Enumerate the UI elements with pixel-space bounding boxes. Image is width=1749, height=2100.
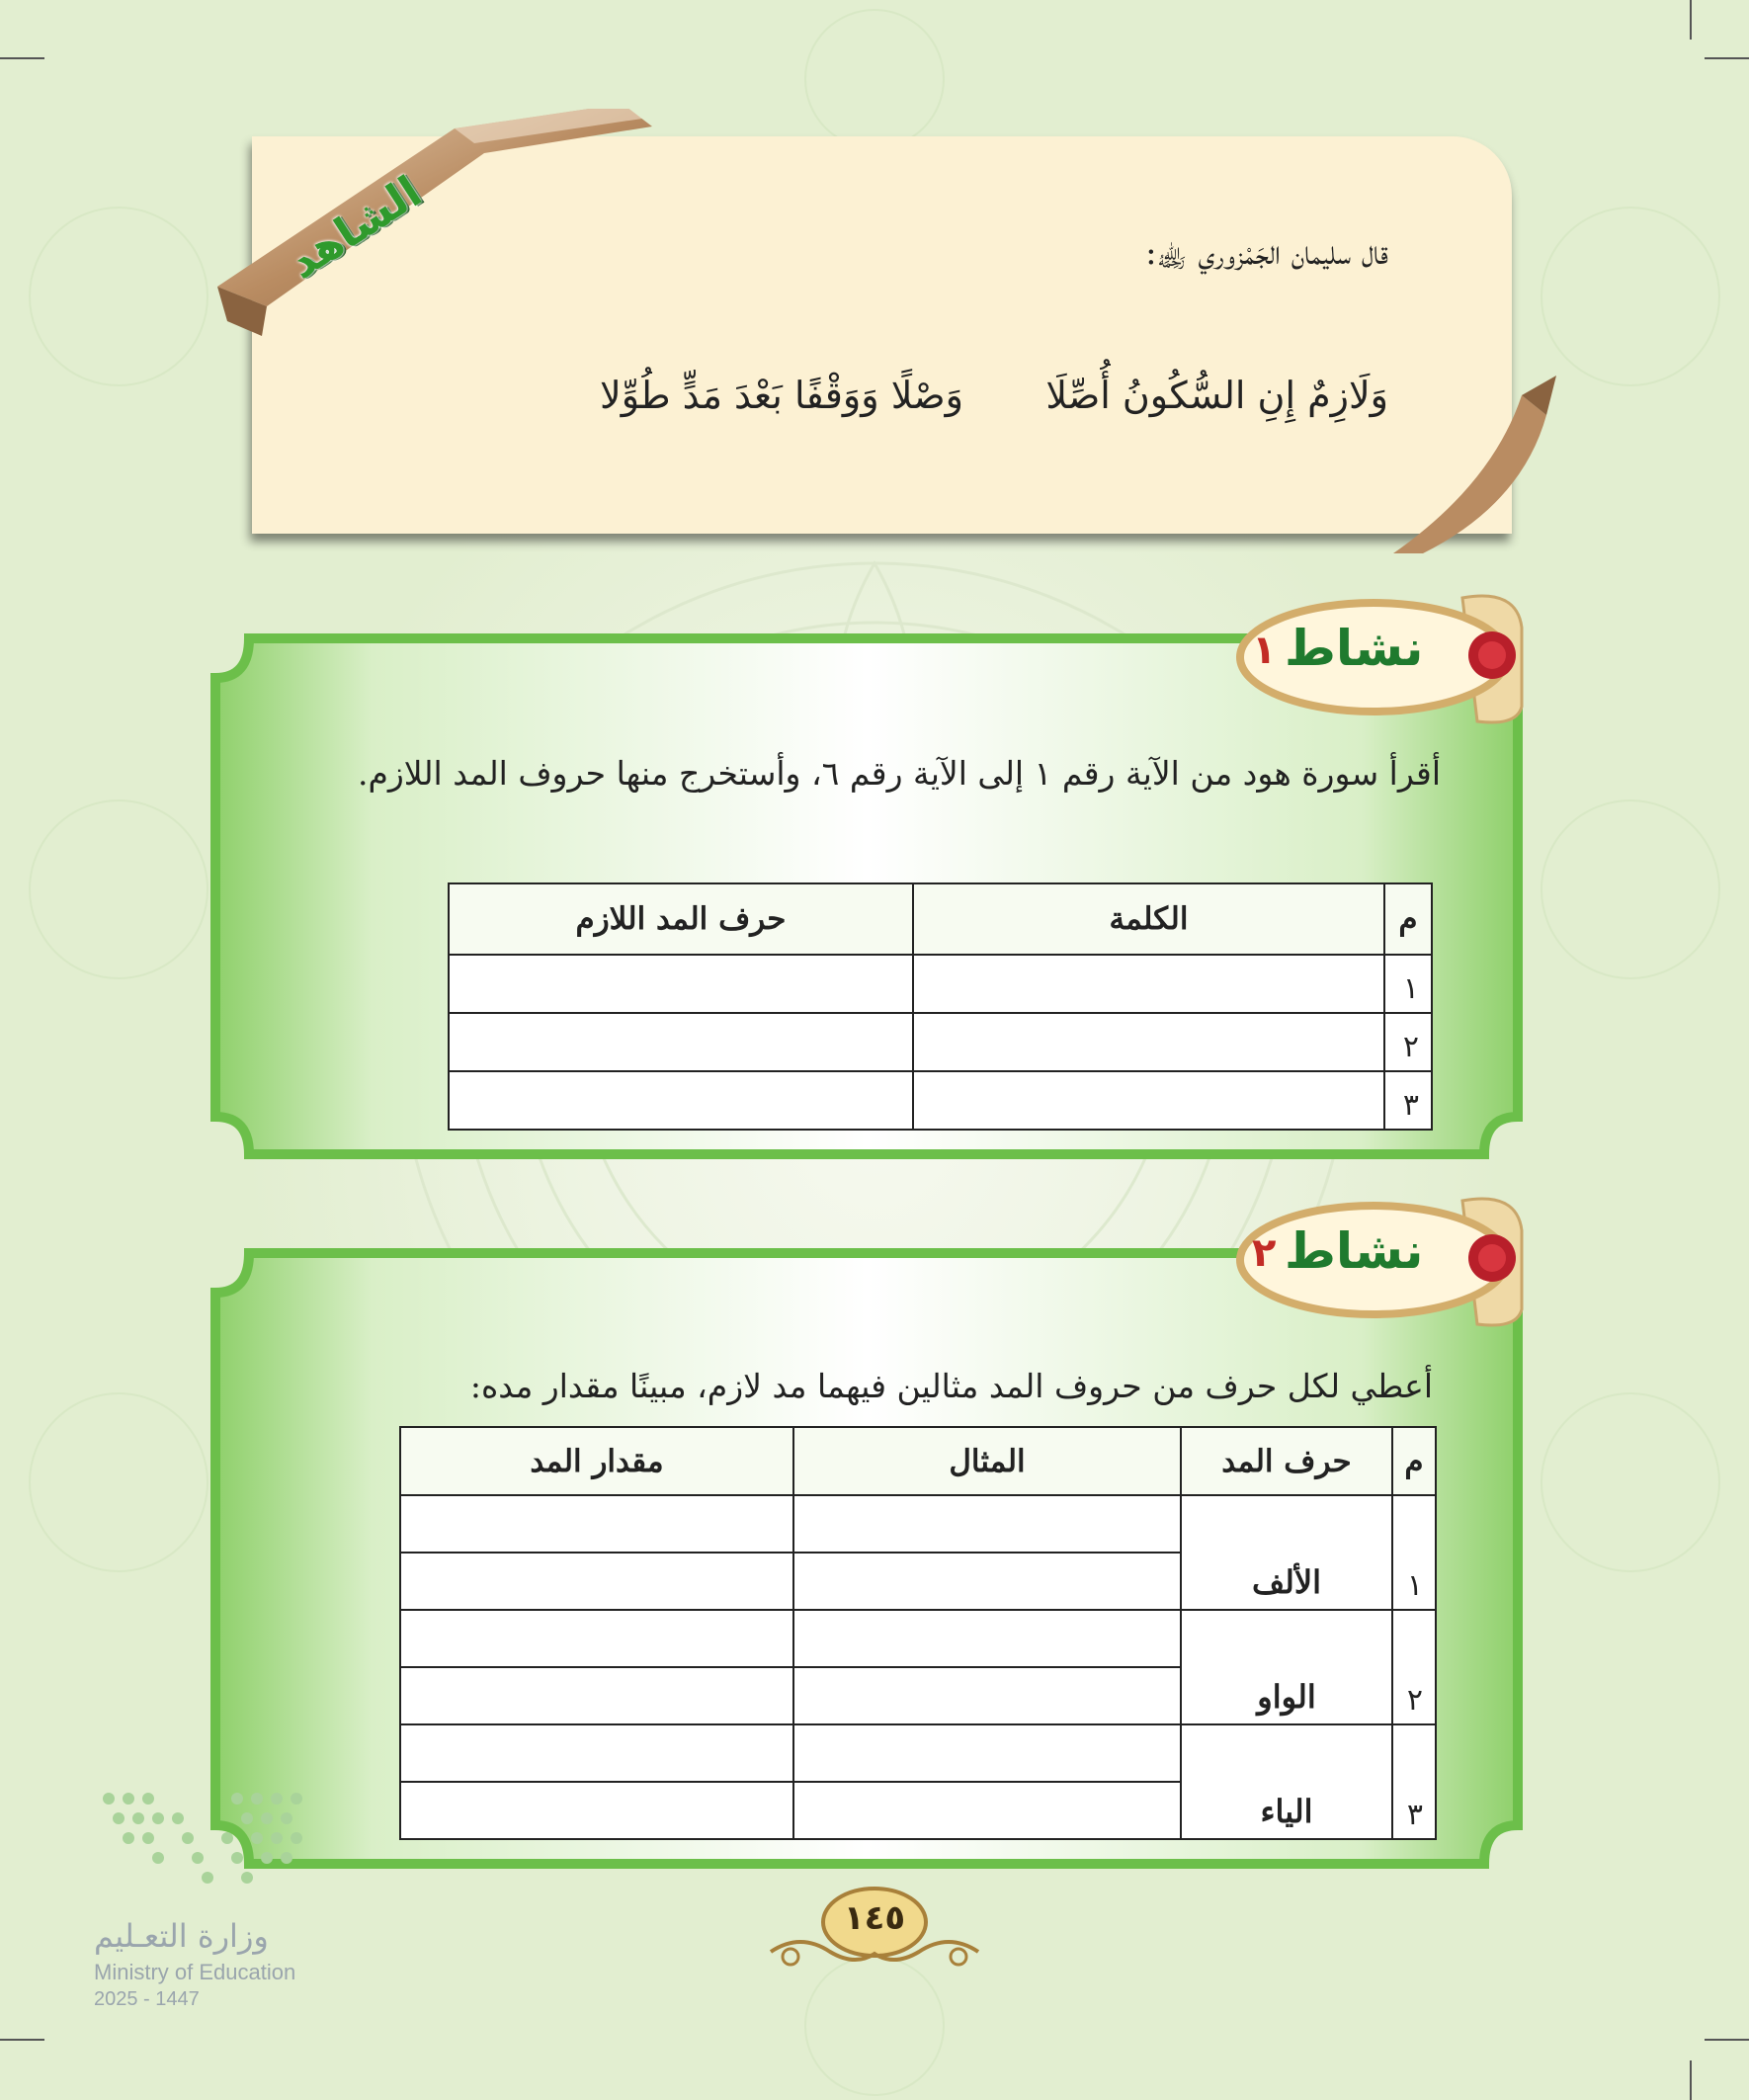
- example-cell[interactable]: [793, 1782, 1181, 1839]
- crop-mark: [1705, 57, 1749, 59]
- ministry-year: 2025 - 1447: [94, 1988, 200, 2010]
- column-header: الكلمة: [913, 883, 1384, 955]
- amount-cell[interactable]: [400, 1495, 793, 1553]
- example-cell[interactable]: [793, 1610, 1181, 1667]
- table-row: [400, 1495, 1436, 1553]
- word-cell[interactable]: [913, 1071, 1384, 1130]
- table-header-row: [449, 883, 1432, 955]
- example-cell[interactable]: [793, 1495, 1181, 1553]
- column-header: حرف المد: [1181, 1427, 1392, 1495]
- activity2-badge-label: نشاط: [1285, 1222, 1424, 1280]
- column-header: حرف المد اللازم: [449, 883, 913, 955]
- letter-cell[interactable]: [449, 1013, 913, 1071]
- column-header: م: [1384, 883, 1432, 955]
- table-row: [449, 1071, 1432, 1130]
- ministry-name-arabic: وزارة التعـليم: [94, 1917, 269, 1955]
- activity2-table: [399, 1426, 1437, 1840]
- crop-mark: [0, 2039, 44, 2041]
- shahid-ribbon: [208, 109, 662, 336]
- amount-cell[interactable]: [400, 1724, 793, 1782]
- table-row: [400, 1610, 1436, 1667]
- verse-second-half: وَصْلًا وَوَقْفًا بَعْدَ مَدٍّ طُوِّلا: [600, 374, 963, 417]
- shahid-ribbon-curl: [1374, 356, 1561, 553]
- word-cell[interactable]: [913, 1013, 1384, 1071]
- word-cell[interactable]: [913, 955, 1384, 1013]
- example-cell[interactable]: [793, 1667, 1181, 1724]
- madd-letter: الواو: [1181, 1610, 1392, 1724]
- ministry-logo-icon: [89, 1779, 316, 1892]
- activity1-badge: [1230, 588, 1527, 726]
- row-number: ٣: [1392, 1724, 1436, 1839]
- column-header: م: [1392, 1427, 1436, 1495]
- row-number: ٣: [1384, 1071, 1432, 1130]
- activity2-instruction: أعطي لكل حرف من حروف المد مثالين فيهما مد لازم، مبينًا مقدار مده:: [469, 1367, 1433, 1405]
- amount-cell[interactable]: [400, 1553, 793, 1610]
- table-row: [400, 1724, 1436, 1782]
- column-header: مقدار المد: [400, 1427, 793, 1495]
- ministry-name-english: Ministry of Education: [94, 1960, 296, 1984]
- activity1-badge-label: نشاط: [1285, 620, 1424, 677]
- activity2-badge-number: ٢: [1252, 1230, 1277, 1276]
- activity1-table: [448, 882, 1433, 1131]
- verse-first-half: وَلَازِمٌ إِنِ السُّكُونُ أُصِّلَا: [1045, 374, 1388, 417]
- row-number: ٢: [1392, 1610, 1436, 1724]
- activity1-badge-number: ١: [1252, 628, 1277, 673]
- activity2-badge: [1230, 1191, 1527, 1329]
- example-cell[interactable]: [793, 1724, 1181, 1782]
- amount-cell[interactable]: [400, 1667, 793, 1724]
- letter-cell[interactable]: [449, 955, 913, 1013]
- crop-mark: [1690, 0, 1692, 40]
- madd-letter: الياء: [1181, 1724, 1392, 1839]
- row-number: ٢: [1384, 1013, 1432, 1071]
- amount-cell[interactable]: [400, 1610, 793, 1667]
- column-header: المثال: [793, 1427, 1181, 1495]
- table-row: [449, 1013, 1432, 1071]
- crop-mark: [1690, 2060, 1692, 2100]
- madd-letter: الألف: [1181, 1495, 1392, 1610]
- shahid-ribbon-label: الشاهد: [280, 166, 431, 290]
- page-number-ornament: [761, 1883, 988, 1981]
- table-header-row: [400, 1427, 1436, 1495]
- amount-cell[interactable]: [400, 1782, 793, 1839]
- crop-mark: [0, 57, 44, 59]
- letter-cell[interactable]: [449, 1071, 913, 1130]
- activity1-instruction: أقرأ سورة هود من الآية رقم ١ إلى الآية رقم ٦، وأستخرج منها حروف المد اللازم.: [357, 754, 1441, 793]
- table-row: [449, 955, 1432, 1013]
- shahid-intro: قال سليمان الجَمْزوري ﵀:: [1145, 233, 1388, 273]
- page-number: ١٤٥: [843, 1898, 906, 1938]
- crop-mark: [1705, 2039, 1749, 2041]
- row-number: ١: [1392, 1495, 1436, 1610]
- row-number: ١: [1384, 955, 1432, 1013]
- example-cell[interactable]: [793, 1553, 1181, 1610]
